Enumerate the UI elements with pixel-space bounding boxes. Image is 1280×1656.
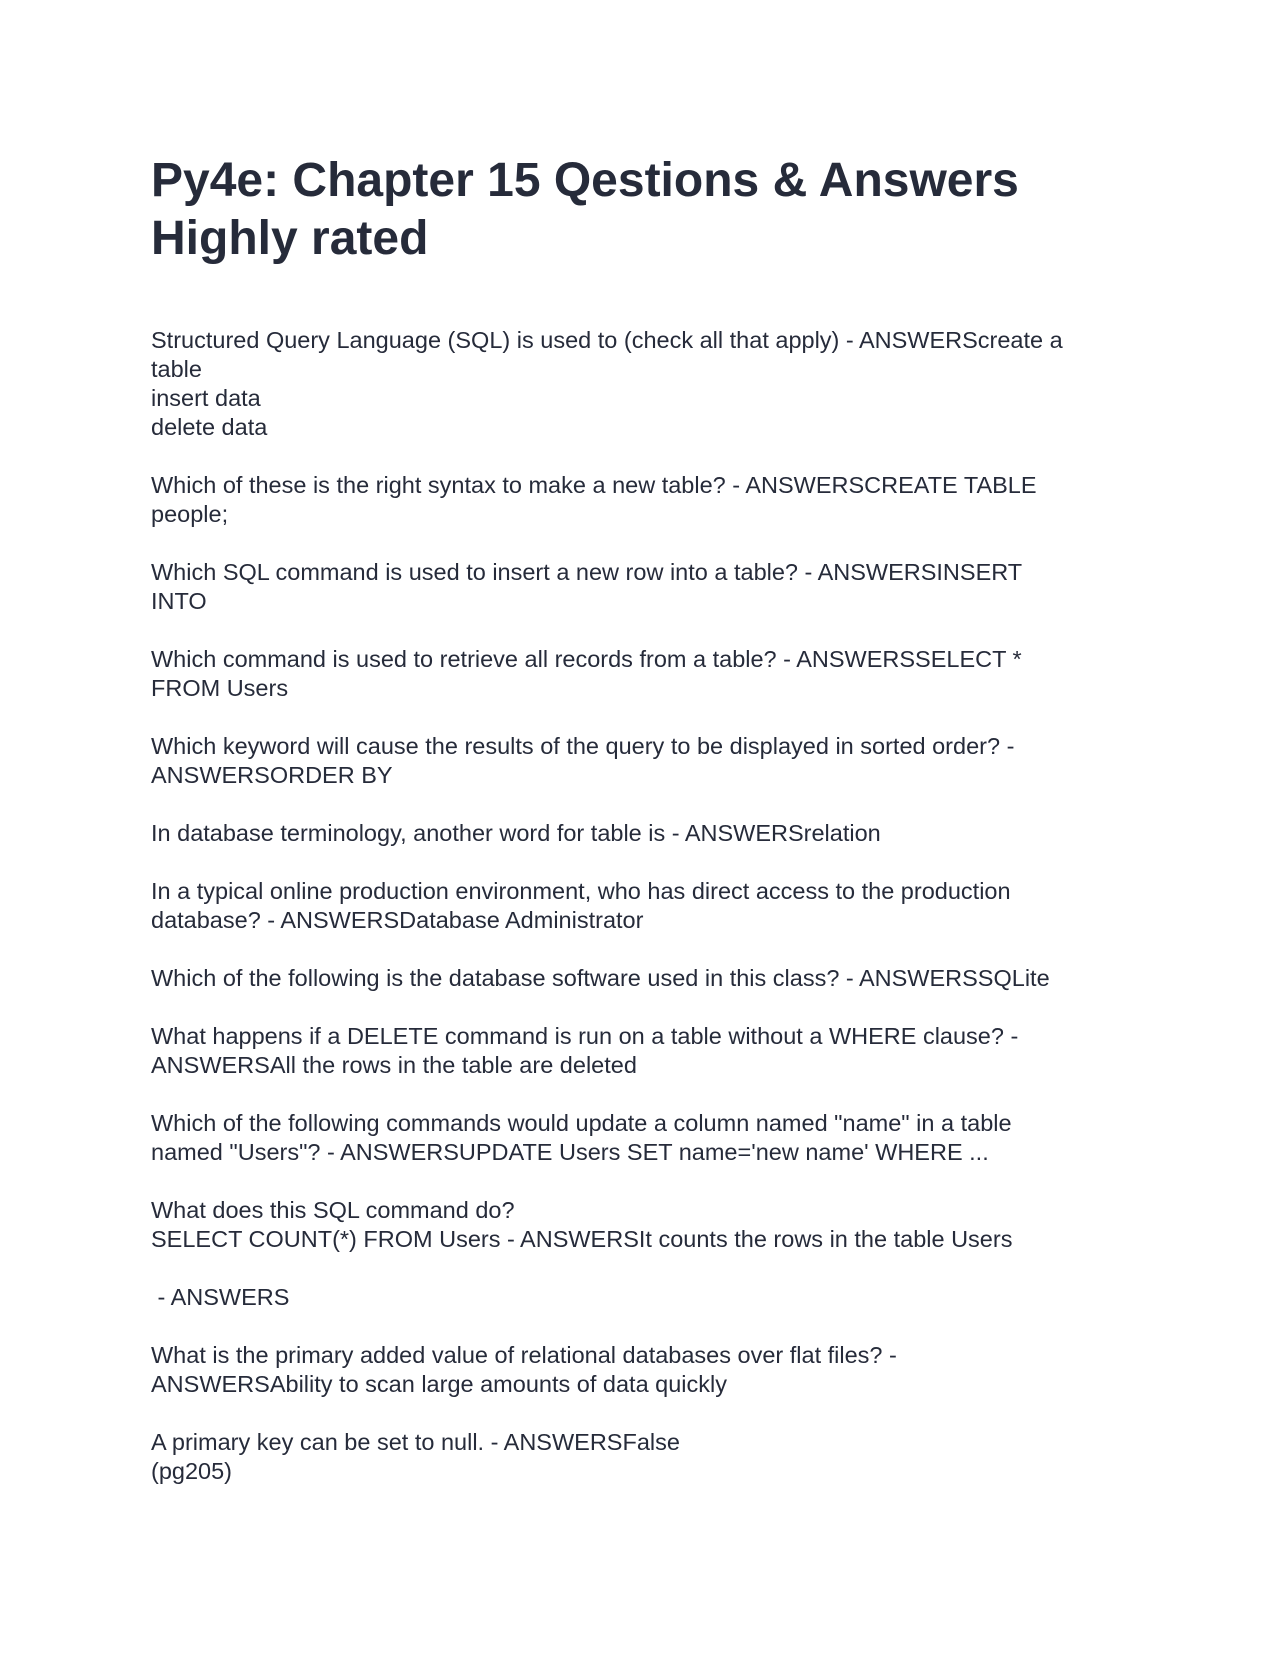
qa-item: [151, 1196, 1141, 1254]
qa-item: [151, 645, 1141, 703]
qa-line: database? - ANSWERSDatabase Administrator: [151, 907, 644, 933]
qa-item: [151, 558, 1141, 616]
qa-line: A primary key can be set to null. - ANSWERSFalse: [151, 1429, 680, 1455]
qa-item: [151, 964, 1141, 993]
qa-line: Which of these is the right syntax to make a new table? - ANSWERSCREATE TABLE: [151, 472, 1037, 498]
qa-line: people;: [151, 501, 229, 527]
qa-line: ANSWERSORDER BY: [151, 762, 393, 788]
title-line-1: Py4e: Chapter 15 Qestions & Answers: [151, 154, 1019, 207]
qa-item: [151, 1283, 1141, 1312]
qa-line: Which of the following is the database software used in this class? - ANSWERSSQLite: [151, 965, 1050, 991]
qa-line: FROM Users: [151, 675, 289, 701]
qa-item: [151, 1109, 1141, 1167]
qa-item: [151, 1428, 1141, 1486]
document-title: [151, 152, 1141, 268]
qa-line: named "Users"? - ANSWERSUPDATE Users SET name='new name' WHERE ...: [151, 1139, 989, 1165]
qa-item: [151, 1022, 1141, 1080]
qa-line: In database terminology, another word for table is - ANSWERSrelation: [151, 820, 881, 846]
title-line-2: Highly rated: [151, 212, 429, 265]
qa-line: table: [151, 356, 202, 382]
qa-line: Which of the following commands would update a column named "name" in a table: [151, 1110, 1012, 1136]
qa-line: delete data: [151, 414, 268, 440]
qa-line: Which SQL command is used to insert a new row into a table? - ANSWERSINSERT: [151, 559, 1023, 585]
qa-line: SELECT COUNT(*) FROM Users - ANSWERSIt counts the rows in the table Users: [151, 1226, 1013, 1252]
qa-line: insert data: [151, 385, 261, 411]
qa-list: [151, 326, 1141, 1486]
qa-item: [151, 1341, 1141, 1399]
document-page: [151, 152, 1141, 1515]
qa-item: [151, 471, 1141, 529]
qa-item: [151, 732, 1141, 790]
qa-line: Which keyword will cause the results of the query to be displayed in sorted order? -: [151, 733, 1015, 759]
qa-line: What does this SQL command do?: [151, 1197, 515, 1223]
qa-item: [151, 326, 1141, 442]
qa-line: What happens if a DELETE command is run on a table without a WHERE clause? -: [151, 1023, 1019, 1049]
qa-item: [151, 819, 1141, 848]
qa-line: ANSWERSAll the rows in the table are deleted: [151, 1052, 637, 1078]
qa-line: In a typical online production environment, who has direct access to the production: [151, 878, 1011, 904]
qa-line: - ANSWERS: [151, 1284, 290, 1310]
qa-line: (pg205): [151, 1458, 232, 1484]
qa-line: Which command is used to retrieve all records from a table? - ANSWERSSELECT *: [151, 646, 1022, 672]
qa-line: ANSWERSAbility to scan large amounts of data quickly: [151, 1371, 728, 1397]
qa-line: INTO: [151, 588, 207, 614]
qa-item: [151, 877, 1141, 935]
qa-line: What is the primary added value of relational databases over flat files? -: [151, 1342, 897, 1368]
qa-line: Structured Query Language (SQL) is used to (check all that apply) - ANSWERScreate a: [151, 327, 1063, 353]
